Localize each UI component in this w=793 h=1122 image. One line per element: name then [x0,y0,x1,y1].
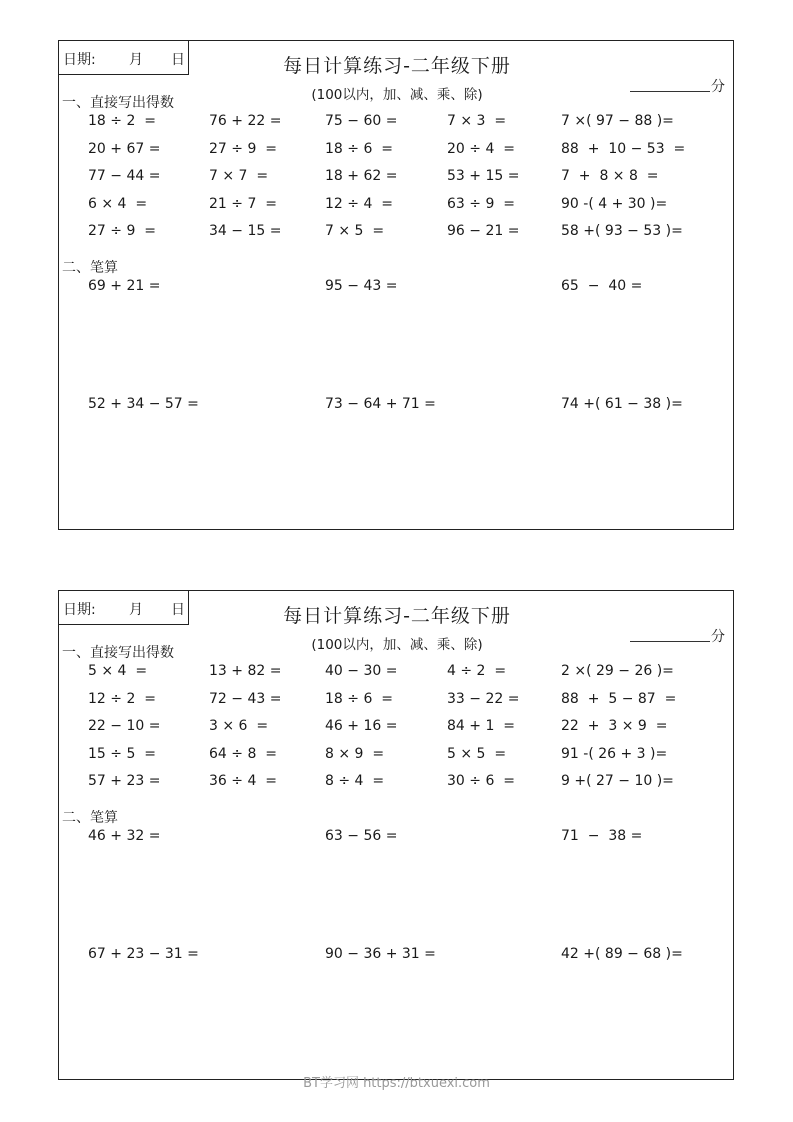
worksheet-1 [58,40,734,530]
oral-problem: 27 ÷ 9 = [88,223,156,239]
oral-problem: 7 × 7 = [209,168,269,184]
month-label: 月 [129,52,143,68]
oral-problem: 5 × 4 = [88,663,148,679]
oral-problem: 7 × 5 = [325,223,385,239]
written-problem: 42 +( 89 − 68 )= [561,946,683,962]
oral-problem: 76 + 22 = [209,113,282,129]
oral-problem: 8 × 9 = [325,746,385,762]
oral-problem: 46 + 16 = [325,718,398,734]
month-label: 月 [129,602,143,618]
oral-problem: 63 ÷ 9 = [447,196,515,212]
written-problem: 74 +( 61 − 38 )= [561,396,683,412]
oral-problem: 30 ÷ 6 = [447,773,515,789]
date-label: 日期: [63,602,96,618]
oral-problem: 36 ÷ 4 = [209,773,277,789]
worksheet-title: 每日计算练习-二年级下册 [283,605,511,627]
oral-problem: 58 +( 93 − 53 )= [561,223,683,239]
oral-problem: 77 − 44 = [88,168,161,184]
oral-problem: 3 × 6 = [209,718,269,734]
oral-problem: 90 -( 4 + 30 )= [561,196,668,212]
written-problem: 52 + 34 − 57 = [88,396,199,412]
oral-problem: 4 ÷ 2 = [447,663,507,679]
oral-problem: 18 ÷ 6 = [325,141,393,157]
oral-problem: 84 + 1 = [447,718,515,734]
oral-problem: 9 +( 27 − 10 )= [561,773,674,789]
date-label: 日期: [63,52,96,68]
oral-problem: 13 + 82 = [209,663,282,679]
oral-problem: 21 ÷ 7 = [209,196,277,212]
footer-watermark: BT学习网 https://btxuexi.com [303,1076,490,1091]
oral-problem: 27 ÷ 9 = [209,141,277,157]
oral-problem: 12 ÷ 4 = [325,196,393,212]
day-label: 日 [171,52,185,68]
oral-problem: 34 − 15 = [209,223,282,239]
section-written-label: 二、笔算 [62,810,118,826]
oral-problem: 40 − 30 = [325,663,398,679]
worksheet-title: 每日计算练习-二年级下册 [283,55,511,77]
written-problem: 71 − 38 = [561,828,643,844]
oral-problem: 2 ×( 29 − 26 )= [561,663,674,679]
score-line [630,641,710,642]
oral-problem: 5 × 5 = [447,746,507,762]
worksheet-subtitle: (100以内，加、减、乘、除) [311,637,483,653]
section-oral-label: 一、直接写出得数 [62,95,174,111]
written-problem: 69 + 21 = [88,278,161,294]
oral-problem: 18 ÷ 2 = [88,113,156,129]
oral-problem: 75 − 60 = [325,113,398,129]
score-label: 分 [711,629,725,645]
oral-problem: 91 -( 26 + 3 )= [561,746,668,762]
oral-problem: 96 − 21 = [447,223,520,239]
written-problem: 90 − 36 + 31 = [325,946,436,962]
score-line [630,91,710,92]
oral-problem: 53 + 15 = [447,168,520,184]
written-problem: 65 − 40 = [561,278,643,294]
oral-problem: 57 + 23 = [88,773,161,789]
oral-problem: 15 ÷ 5 = [88,746,156,762]
oral-problem: 22 − 10 = [88,718,161,734]
oral-problem: 22 + 3 × 9 = [561,718,668,734]
oral-problem: 18 + 62 = [325,168,398,184]
oral-problem: 18 ÷ 6 = [325,691,393,707]
oral-problem: 64 ÷ 8 = [209,746,277,762]
oral-problem: 33 − 22 = [447,691,520,707]
written-problem: 73 − 64 + 71 = [325,396,436,412]
oral-problem: 12 ÷ 2 = [88,691,156,707]
worksheet-2 [58,590,734,1080]
written-problem: 95 − 43 = [325,278,398,294]
oral-problem: 7 + 8 × 8 = [561,168,659,184]
oral-problem: 6 × 4 = [88,196,148,212]
oral-problem: 88 + 10 − 53 = [561,141,686,157]
section-written-label: 二、笔算 [62,260,118,276]
written-problem: 67 + 23 − 31 = [88,946,199,962]
oral-problem: 20 ÷ 4 = [447,141,515,157]
oral-problem: 8 ÷ 4 = [325,773,385,789]
oral-problem: 7 ×( 97 − 88 )= [561,113,674,129]
written-problem: 63 − 56 = [325,828,398,844]
oral-problem: 72 − 43 = [209,691,282,707]
oral-problem: 88 + 5 − 87 = [561,691,677,707]
day-label: 日 [171,602,185,618]
oral-problem: 20 + 67 = [88,141,161,157]
worksheet-subtitle: (100以内，加、减、乘、除) [311,87,483,103]
section-oral-label: 一、直接写出得数 [62,645,174,661]
written-problem: 46 + 32 = [88,828,161,844]
score-label: 分 [711,79,725,95]
oral-problem: 7 × 3 = [447,113,507,129]
